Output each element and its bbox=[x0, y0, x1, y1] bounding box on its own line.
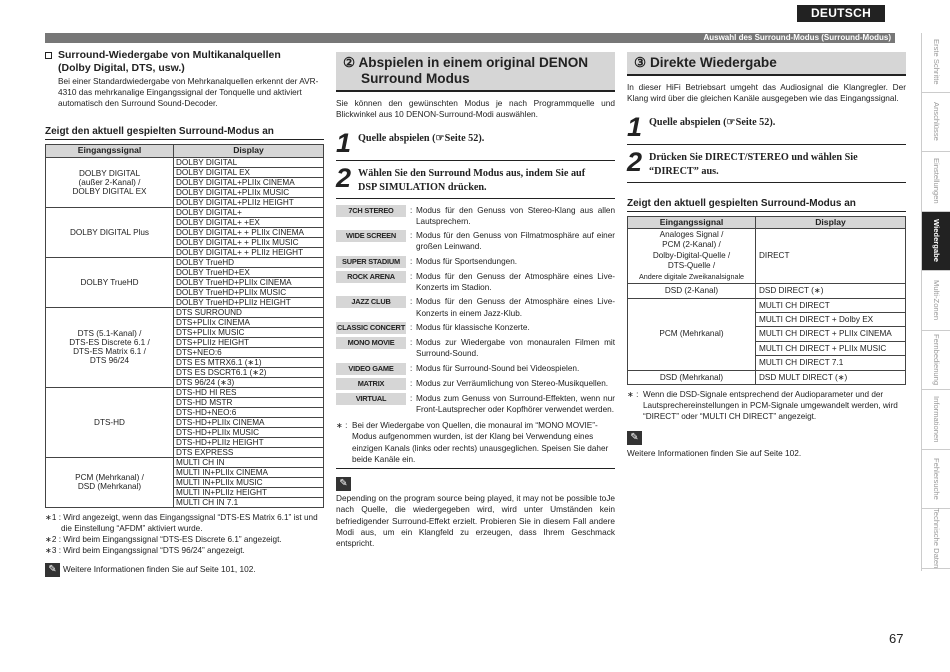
side-tab-label: Multi-Zonen bbox=[931, 280, 941, 321]
mode-name-label: CLASSIC CONCERT bbox=[336, 322, 406, 332]
section-title-bar: Auswahl des Surround-Modus (Surround-Modus) bbox=[45, 33, 895, 43]
column-denon-modes bbox=[336, 52, 615, 549]
step-1 bbox=[627, 111, 906, 145]
footnote: ∗3 : Wird beim Eingangssignal “DTS 96/24” angezeigt. bbox=[45, 546, 245, 556]
mode-name-label: 7CH STEREO bbox=[336, 205, 406, 217]
display-cell: DTS 96/24 (∗3) bbox=[174, 377, 324, 387]
signal-cell: DTS (5.1-Kanal) / DTS-ES Discrete 6.1 / DTS-ES Matrix 6.1 / DTS 96/24 bbox=[46, 307, 174, 387]
signal-cell: DTS-HD bbox=[46, 387, 174, 457]
display-cell: DSD MULT DIRECT (∗) bbox=[756, 370, 906, 384]
display-cell: DTS+PLIIx CINEMA bbox=[174, 317, 324, 327]
mode-row: 7CH STEREO : Modus für den Genuss von Stereo-Klang aus allen Lautsprechern. bbox=[336, 205, 615, 228]
mode-row: VIRTUAL : Modus zum Genuss von Surround-Effekten, wenn nur Front-Lautsprecher oder Kopfhörer verwendet werden. bbox=[336, 393, 615, 416]
footnote: ∗2 : Wird beim Eingangssignal “DTS-ES Discrete 6.1” angezeigt. bbox=[45, 535, 282, 544]
mode-description: Modus für klassische Konzerte. bbox=[416, 322, 530, 332]
display-cell: MULTI CH DIRECT + Dolby EX bbox=[756, 313, 906, 327]
signal-cell: PCM (Mehrkanal) bbox=[628, 298, 756, 370]
side-tab[interactable] bbox=[922, 271, 950, 331]
language-tab: DEUTSCH bbox=[797, 5, 885, 22]
display-cell: DTS-HD+NEO:6 bbox=[174, 407, 324, 417]
step-text: Wählen Sie den Surround Modus aus, indem Sie auf DSP SIMULATION drücken. bbox=[358, 167, 586, 193]
table-row bbox=[46, 207, 324, 217]
direct-mode-table bbox=[627, 216, 906, 386]
mode-row: ROCK ARENA : Modus für den Genuss der Atmosphäre eines Live-Konzerts im Stadion. bbox=[336, 271, 615, 294]
display-cell: DTS+NEO:6 bbox=[174, 347, 324, 357]
checkbox-bullet-icon bbox=[45, 52, 52, 59]
display-cell: DTS EXPRESS bbox=[174, 447, 324, 457]
mode-name-label: VIRTUAL bbox=[336, 393, 406, 405]
footnotes bbox=[45, 512, 324, 557]
display-cell: MULTI CH DIRECT bbox=[756, 298, 906, 312]
side-tab-label: Einstellungen bbox=[931, 158, 941, 205]
step-1 bbox=[336, 127, 615, 161]
intro-text: Sie können den gewünschten Modus je nach Programmquelle und Blickwinkel aus 10 DENON-Surround-Modi auswählen. bbox=[336, 98, 615, 119]
signal-cell: DOLBY TrueHD bbox=[46, 257, 174, 307]
signal-cell: DSD (Mehrkanal) bbox=[628, 370, 756, 384]
display-cell: DOLBY TrueHD+PLIIz HEIGHT bbox=[174, 297, 324, 307]
info-line: ✎ Weitere Informationen finden Sie auf Seite 101, 102. bbox=[45, 563, 324, 577]
table-row bbox=[46, 387, 324, 397]
section-heading: ③ Direkte Wiedergabe bbox=[627, 52, 906, 76]
display-cell: MULTI CH DIRECT + PLIIx CINEMA bbox=[756, 327, 906, 341]
mode-name-label: MATRIX bbox=[336, 378, 406, 390]
table-title: Zeigt den aktuell gespielten Surround-Modus an bbox=[45, 125, 324, 140]
star-note: ∗ : Wenn die DSD-Signale entsprechend der Audioparameter und der Lautsprechereinstellungen in PCM-Signale umgewandelt werden, wird “DIRECT” oder “MULTI CH DIRECT” angezeigt. bbox=[627, 390, 898, 422]
pencil-note-icon-wrap bbox=[336, 477, 615, 491]
mode-row: CLASSIC CONCERT : Modus für klassische Konzerte. bbox=[336, 322, 615, 334]
side-tab[interactable] bbox=[922, 93, 950, 153]
table-title: Zeigt den aktuell gespielten Surround-Modus an bbox=[627, 197, 906, 212]
intro-text: In dieser HiFi Betriebsart umgeht das Audiosignal die Klangregler. Der Klang wird über die gleichen Kanäle ausgegeben wie das Eingangssignal. bbox=[627, 82, 906, 103]
display-cell: MULTI IN+PLIIx CINEMA bbox=[174, 467, 324, 477]
display-cell: DOLBY DIGITAL+ +EX bbox=[174, 217, 324, 227]
step-number: 1 bbox=[627, 111, 643, 142]
step-text: Drücken Sie DIRECT/STEREO und wählen Sie “DIRECT” aus. bbox=[649, 151, 858, 177]
step-number: 1 bbox=[336, 127, 352, 158]
display-cell: DOLBY DIGITAL+ + PLIIz HEIGHT bbox=[174, 247, 324, 257]
mode-name-label: JAZZ CLUB bbox=[336, 296, 406, 308]
table-header: Eingangssignal bbox=[46, 144, 174, 157]
side-tab[interactable] bbox=[922, 390, 950, 450]
table-row bbox=[628, 370, 906, 384]
signal-cell: PCM (Mehrkanal) / DSD (Mehrkanal) bbox=[46, 457, 174, 507]
section-heading: Surround-Wiedergabe von Multikanalquellen (Dolby Digital, DTS, usw.) bbox=[45, 49, 324, 75]
mode-row: SUPER STADIUM : Modus für Sportsendungen. bbox=[336, 256, 615, 268]
info-line: Weitere Informationen finden Sie auf Seite 102. bbox=[627, 447, 802, 458]
column-direct bbox=[627, 52, 906, 458]
page-number: 67 bbox=[889, 631, 904, 646]
display-cell: DTS-HD HI RES bbox=[174, 387, 324, 397]
mode-description: Modus für Sportsendungen. bbox=[416, 256, 518, 266]
display-cell: DTS-HD+PLIIx MUSIC bbox=[174, 427, 324, 437]
table-row bbox=[628, 228, 906, 284]
signal-cell: DSD (2-Kanal) bbox=[628, 284, 756, 298]
mode-name-label: SUPER STADIUM bbox=[336, 256, 406, 268]
display-cell: MULTI IN+PLIIx MUSIC bbox=[174, 477, 324, 487]
mode-description: Modus zur Verräumlichung von Stereo-Musikquellen. bbox=[416, 378, 609, 388]
display-cell: DTS+PLIIx MUSIC bbox=[174, 327, 324, 337]
mode-name-label: WIDE SCREEN bbox=[336, 230, 406, 242]
step-2 bbox=[336, 162, 615, 199]
mode-row: JAZZ CLUB : Modus für den Genuss der Atmosphäre eines Live-Konzerts in einem Jazz-Klub. bbox=[336, 296, 615, 319]
display-cell: DOLBY DIGITAL+ + PLIIx MUSIC bbox=[174, 237, 324, 247]
side-tabs bbox=[921, 33, 950, 571]
section-heading: ② Abspielen in einem original DENON Surround Modus bbox=[336, 52, 615, 92]
mode-name-label: VIDEO GAME bbox=[336, 363, 406, 375]
mode-name-label: ROCK ARENA bbox=[336, 271, 406, 283]
display-cell: DOLBY DIGITAL+PLIIx MUSIC bbox=[174, 187, 324, 197]
table-header: Display bbox=[756, 216, 906, 228]
signal-cell: Analoges Signal / PCM (2-Kanal) / Dolby-Digital-Quelle / DTS-Quelle / Andere digitale Zweikanalsignale bbox=[628, 228, 756, 284]
mode-row: MONO MOVIE : Modus zur Wiedergabe von monauralen Filmen mit Surround-Sound. bbox=[336, 337, 615, 360]
display-cell: MULTI IN+PLIIz HEIGHT bbox=[174, 487, 324, 497]
step-text: Quelle abspielen (☞Seite 52). bbox=[649, 116, 776, 128]
table-header: Eingangssignal bbox=[628, 216, 756, 228]
side-tab[interactable] bbox=[922, 212, 950, 272]
side-tab-label: Informationen bbox=[931, 396, 941, 443]
side-tab-label: Anschlüsse bbox=[931, 102, 941, 142]
side-tab-label: Fernbedienung bbox=[931, 334, 941, 386]
intro-text: Bei einer Standardwiedergabe von Mehrkanalquellen erkennt der AVR-4310 das mehrkanalige Eingangssignal der Tonquelle und aktiviert automatisch den Surround Sound-Decoder. bbox=[58, 76, 319, 108]
surround-mode-table bbox=[45, 144, 324, 508]
display-cell: DTS SURROUND bbox=[174, 307, 324, 317]
display-cell: DTS+PLIIz HEIGHT bbox=[174, 337, 324, 347]
signal-cell: DOLBY DIGITAL Plus bbox=[46, 207, 174, 257]
mode-list bbox=[336, 205, 615, 416]
mode-description: Modus für Surround-Sound bei Videospielen. bbox=[416, 363, 580, 373]
side-tab-label: Erste Schritte bbox=[931, 39, 941, 86]
side-tab[interactable] bbox=[922, 331, 950, 391]
display-cell: MULTI CH DIRECT 7.1 bbox=[756, 356, 906, 370]
step-2 bbox=[627, 146, 906, 183]
side-tab-label: Wiedergabe bbox=[931, 219, 941, 263]
mode-row: VIDEO GAME : Modus für Surround-Sound bei Videospielen. bbox=[336, 363, 615, 375]
display-cell: DOLBY DIGITAL bbox=[174, 157, 324, 167]
pencil-note-icon: ✎ bbox=[45, 563, 60, 577]
display-cell: DOLBY TrueHD bbox=[174, 257, 324, 267]
display-cell: DOLBY DIGITAL+PLIIx CINEMA bbox=[174, 177, 324, 187]
display-cell: DOLBY DIGITAL+ + PLIIx CINEMA bbox=[174, 227, 324, 237]
note-text: Depending on the program source being played, it may not be possible toJe nach Quelle, die wiedergegeben wird, wird unter Umständen kein befriedigender Surround-Effekt erzielt. Probieren Sie in diesem Fall andere Modi aus, um ein Klangfeld zu erzeugen, dass Ihrem Geschmack entspricht. bbox=[336, 492, 615, 549]
side-tab[interactable] bbox=[922, 509, 950, 569]
step-text: Quelle abspielen (☞Seite 52). bbox=[358, 132, 485, 144]
display-cell: DTS-HD+PLIIx CINEMA bbox=[174, 417, 324, 427]
table-header: Display bbox=[174, 144, 324, 157]
table-row bbox=[628, 298, 906, 312]
step-number: 2 bbox=[627, 146, 643, 177]
pencil-note-icon: ✎ bbox=[336, 477, 351, 491]
display-cell: DTS ES DSCRT6.1 (∗2) bbox=[174, 367, 324, 377]
footnote: ∗1 : Wird angezeigt, wenn das Eingangssignal “DTS-ES Matrix 6.1” ist und die Einstellung “AFDM” aktiviert wurde. bbox=[45, 512, 318, 533]
table-row bbox=[46, 457, 324, 467]
display-cell: DOLBY DIGITAL+ bbox=[174, 207, 324, 217]
side-tab-label: Fehlersuche bbox=[931, 457, 941, 500]
table-row bbox=[46, 257, 324, 267]
display-cell: DTS-HD+PLIIz HEIGHT bbox=[174, 437, 324, 447]
display-cell: DIRECT bbox=[756, 228, 906, 284]
display-cell: MULTI CH IN bbox=[174, 457, 324, 467]
display-cell: DOLBY TrueHD+PLIIx MUSIC bbox=[174, 287, 324, 297]
mode-description: Modus zur Wiedergabe von monauralen Filmen mit Surround-Sound. bbox=[416, 337, 615, 359]
display-cell: DTS ES MTRX6.1 (∗1) bbox=[174, 357, 324, 367]
mode-row: WIDE SCREEN : Modus für den Genuss von Filmatmosphäre auf einer großen Leinwand. bbox=[336, 230, 615, 253]
table-row bbox=[46, 307, 324, 317]
mode-name-label: MONO MOVIE bbox=[336, 337, 406, 349]
display-cell: DSD DIRECT (∗) bbox=[756, 284, 906, 298]
side-tab[interactable] bbox=[922, 152, 950, 212]
display-cell: MULTI CH IN 7.1 bbox=[174, 497, 324, 507]
table-row bbox=[628, 284, 906, 298]
signal-cell: DOLBY DIGITAL (außer 2-Kanal) / DOLBY DIGITAL EX bbox=[46, 157, 174, 207]
star-note: ∗ : Bei der Wiedergabe von Quellen, die monaural im “MONO MOVIE”-Modus aufgenommen wurden, ist der Klang bei Verwendung eines einzigen Kanals (links oder rechts) unausgeglichen. Speisen Sie daher beide Kanäle ein. bbox=[336, 420, 615, 469]
column-multichannel bbox=[45, 49, 324, 577]
mode-description: Modus zum Genuss von Surround-Effekten, wenn nur Front-Lautsprecher oder Kopfhörer verwendet werden. bbox=[416, 393, 615, 414]
display-cell: DOLBY TrueHD+PLIIx CINEMA bbox=[174, 277, 324, 287]
display-cell: DTS-HD MSTR bbox=[174, 397, 324, 407]
side-tab[interactable] bbox=[922, 450, 950, 510]
table-row bbox=[46, 157, 324, 167]
mode-description: Modus für den Genuss von Filmatmosphäre auf einer großen Leinwand. bbox=[416, 231, 615, 252]
display-cell: DOLBY TrueHD+EX bbox=[174, 267, 324, 277]
mode-description: Modus für den Genuss der Atmosphäre eines Live-Konzerts in einem Jazz-Klub. bbox=[416, 297, 615, 318]
step-number: 2 bbox=[336, 162, 352, 193]
display-cell: MULTI CH DIRECT + PLIIx MUSIC bbox=[756, 341, 906, 355]
display-cell: DOLBY DIGITAL EX bbox=[174, 167, 324, 177]
pencil-note-icon-wrap bbox=[627, 431, 906, 445]
pencil-note-icon: ✎ bbox=[627, 431, 642, 445]
mode-description: Modus für den Genuss der Atmosphäre eines Live-Konzerts im Stadion. bbox=[416, 271, 615, 293]
side-tab[interactable] bbox=[922, 33, 950, 93]
mode-row: MATRIX : Modus zur Verräumlichung von Stereo-Musikquellen. bbox=[336, 378, 615, 390]
side-tab-label: Technische Daten bbox=[931, 508, 941, 569]
display-cell: DOLBY DIGITAL+PLIIz HEIGHT bbox=[174, 197, 324, 207]
mode-description: Modus für den Genuss von Stereo-Klang aus allen Lautsprechern. bbox=[416, 205, 615, 226]
